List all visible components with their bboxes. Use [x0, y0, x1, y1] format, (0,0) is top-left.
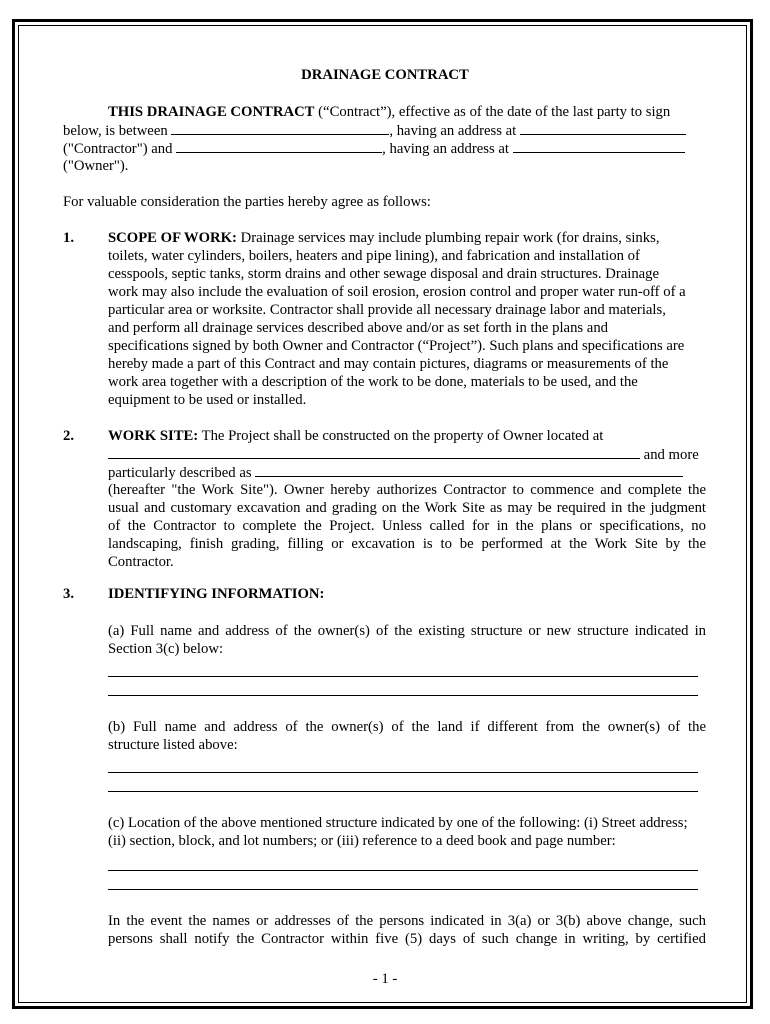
document-title: DRAINAGE CONTRACT — [301, 67, 469, 83]
section-3-number: 3. — [63, 586, 75, 602]
section-2-number: 2. — [63, 428, 75, 444]
intro-line-2 — [63, 121, 686, 140]
work-site-description-blank[interactable] — [255, 463, 683, 477]
section-2-line-7: landscaping, finish grading, filling or excavation is to be performed at the Work Site by the — [108, 536, 706, 552]
owner-name-blank[interactable] — [176, 139, 382, 153]
intro-line-3 — [63, 139, 685, 158]
section-3-heading: IDENTIFYING INFORMATION: — [108, 586, 325, 602]
section-3c-line-2: (ii) section, block, and lot numbers; or (iii) reference to a deed book and page number: — [108, 833, 616, 849]
section-1-line-2: toilets, water cylinders, boilers, heaters and pipe lining), and fabrication and installation of — [108, 248, 640, 264]
section-1-line-8: hereby made a part of this Contract and may contain pictures, diagrams or measurements of the — [108, 356, 669, 372]
section-3c-blank-1[interactable] — [108, 870, 698, 871]
section-3b-line-2: structure listed above: — [108, 737, 238, 753]
section-1-heading: SCOPE OF WORK: — [108, 230, 237, 246]
section-3-event-line-1: In the event the names or addresses of the persons indicated in 3(a) or 3(b) above change, such — [108, 913, 706, 929]
section-2-line-1-text: The Project shall be constructed on the property of Owner located at — [198, 428, 604, 444]
owner-address-blank[interactable] — [513, 139, 685, 153]
section-3a-line-2: Section 3(c) below: — [108, 641, 224, 657]
section-1-line-1 — [108, 229, 660, 247]
section-1-line-7: specifications signed by both Owner and Contractor (“Project”). Such plans and specifications are — [108, 338, 685, 354]
section-1-line-4: work may also include the evaluation of soil erosion, erosion control and proper water run-off of a — [108, 284, 686, 300]
section-2-line-2 — [108, 445, 699, 464]
contractor-name-blank[interactable] — [171, 121, 389, 135]
section-3c-line-1: (c) Location of the above mentioned structure indicated by one of the following: (i) Street address; — [108, 815, 688, 831]
consideration-text: For valuable consideration the parties hereby agree as follows: — [63, 194, 431, 210]
section-3b-blank-2[interactable] — [108, 791, 698, 792]
section-2-line-3 — [108, 463, 683, 482]
page-number: - 1 - — [372, 971, 398, 987]
section-3c-blank-2[interactable] — [108, 889, 698, 890]
section-1-line-3: cesspools, septic tanks, storm drains and other sewage disposal and drain structures. Drainage — [108, 266, 660, 282]
intro-between-label: below, is between — [63, 123, 172, 139]
intro-address-label-1: , having an address at — [389, 123, 520, 139]
section-3b-blank-1[interactable] — [108, 772, 698, 773]
section-3b-line-1: (b) Full name and address of the owner(s) of the land if different from the owner(s) of the — [108, 719, 706, 735]
section-1-line-6: and perform all drainage services described above and/or as set forth in the plans and — [108, 320, 609, 336]
section-1-number: 1. — [63, 230, 75, 246]
section-1-line-9: work area together with a description of the work to be done, materials to be used, and the — [108, 374, 638, 390]
intro-lead: THIS DRAINAGE CONTRACT — [108, 104, 315, 120]
section-3a-blank-1[interactable] — [108, 676, 698, 677]
intro-line-1-rest: (“Contract”), effective as of the date of the last party to sign — [314, 104, 671, 120]
section-2-described-label: particularly described as — [108, 465, 256, 481]
section-2-line-4: (hereafter "the Work Site"). Owner hereby authorizes Contractor to commence and complete the — [108, 482, 706, 498]
section-2-and-more: and more — [640, 447, 699, 463]
contractor-address-blank[interactable] — [520, 121, 686, 135]
section-3-event-line-2: persons shall notify the Contractor within five (5) days of such change in writing, by certified — [108, 931, 706, 947]
section-2-line-8: Contractor. — [108, 554, 174, 570]
section-2-line-5: usual and customary excavation and grading on the Work Site as may be required in the judgment — [108, 500, 706, 516]
section-3a-line-1: (a) Full name and address of the owner(s) of the existing structure or new structure indicated in — [108, 623, 706, 639]
section-2-heading: WORK SITE: — [108, 428, 199, 444]
section-1-line-10: equipment to be used or installed. — [108, 392, 307, 408]
section-2-line-6: of the Contractor to complete the Project. Unless called for in the plans or specifications, no — [108, 518, 706, 534]
work-site-location-blank[interactable] — [108, 445, 640, 459]
intro-line-1 — [108, 103, 670, 121]
intro-contractor-and-label: ("Contractor") and — [63, 141, 177, 157]
intro-address-label-2: , having an address at — [382, 141, 513, 157]
section-1-line-5: particular area or worksite. Contractor shall provide all necessary drainage labor and materials, — [108, 302, 666, 318]
intro-owner-label: ("Owner"). — [63, 158, 129, 174]
section-3a-blank-2[interactable] — [108, 695, 698, 696]
section-1-line-1-text: Drainage services may include plumbing repair work (for drains, sinks, — [236, 230, 660, 246]
section-2-line-1 — [108, 427, 603, 445]
